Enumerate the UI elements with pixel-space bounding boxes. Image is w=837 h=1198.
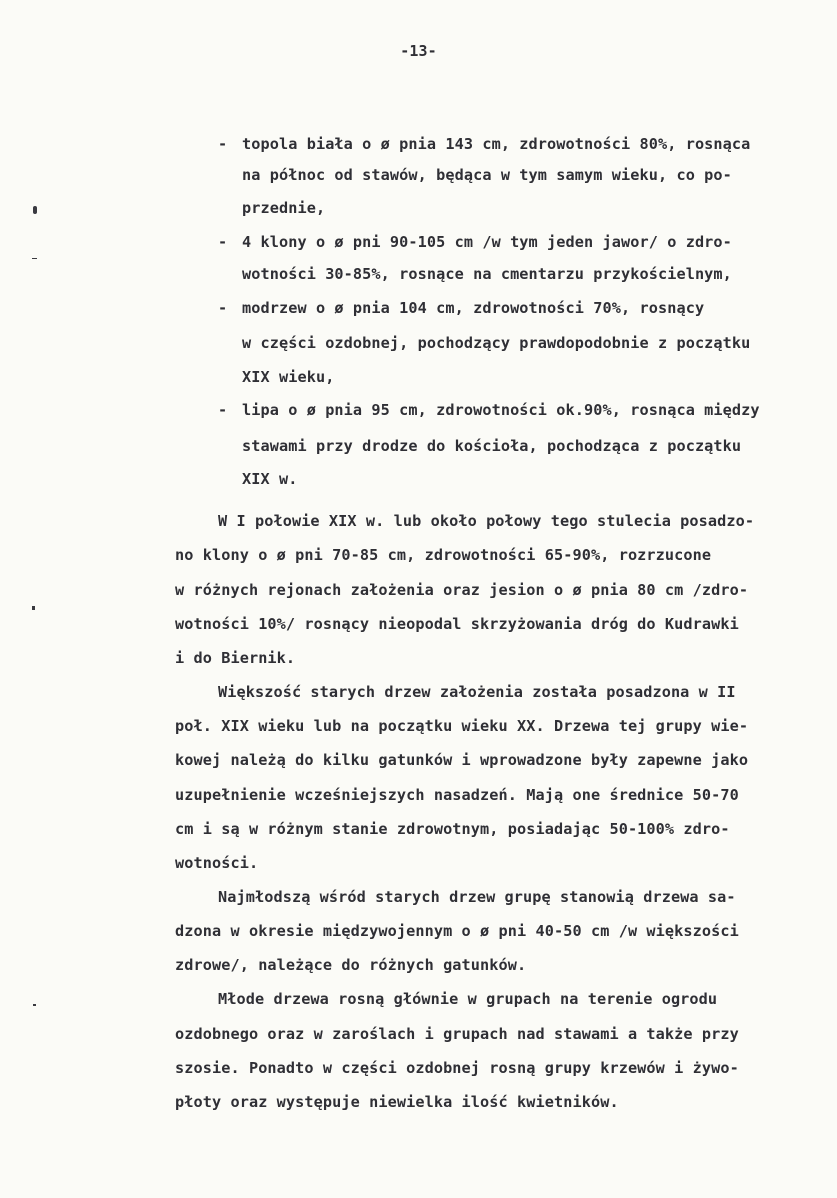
paragraph-line: szosie. Ponadto w części ozdobnej rosną grupy krzewów i żywo-	[175, 1059, 739, 1077]
paragraph-line: no klony o ø pni 70-85 cm, zdrowotności 65-90%, rozrzucone	[175, 546, 712, 564]
paragraph-line: wotności 10%/ rosnący nieopodal skrzyżowania dróg do Kudrawki	[175, 615, 739, 633]
paragraph-line: poł. XIX wieku lub na początku wieku XX. Drzewa tej grupy wie-	[175, 717, 749, 735]
margin-mark	[33, 206, 37, 214]
paragraph-line: dzona w okresie międzywojennym o ø pni 40-50 cm /w większości	[175, 922, 739, 940]
list-line: przednie,	[242, 199, 326, 217]
list-line: stawami przy drodze do kościoła, pochodząca z początku	[242, 437, 742, 455]
paragraph-line: Najmłodszą wśród starych drzew grupę stanowią drzewa sa-	[218, 888, 736, 906]
paragraph-line: Większość starych drzew założenia została posadzona w II	[218, 683, 736, 701]
list-line: topola biała o ø pnia 143 cm, zdrowotności 80%, rosnąca	[242, 135, 751, 153]
list-line: 4 klony o ø pni 90-105 cm /w tym jeden jawor/ o zdro-	[242, 233, 732, 251]
list-line: modrzew o ø pnia 104 cm, zdrowotności 70%, rosnący	[242, 299, 705, 317]
margin-mark	[33, 1004, 36, 1006]
paragraph-line: w różnych rejonach założenia oraz jesion o ø pnia 80 cm /zdro-	[175, 581, 749, 599]
list-line: XIX w.	[242, 470, 298, 488]
list-marker: -	[218, 233, 228, 251]
list-marker: -	[218, 299, 228, 317]
paragraph-line: kowej należą do kilku gatunków i wprowadzone były zapewne jako	[175, 751, 749, 769]
margin-mark	[32, 606, 35, 610]
paragraph-line: płoty oraz występuje niewielka ilość kwietników.	[175, 1093, 619, 1111]
paragraph-line: i do Biernik.	[175, 649, 296, 667]
list-line: na północ od stawów, będąca w tym samym wieku, co po-	[242, 166, 732, 184]
list-line: XIX wieku,	[242, 368, 335, 386]
paragraph-line: zdrowe/, należące do różnych gatunków.	[175, 956, 527, 974]
list-line: w części ozdobnej, pochodzący prawdopodobnie z początku	[242, 334, 751, 352]
paragraph-line: W I połowie XIX w. lub około połowy tego stulecia posadzo-	[218, 512, 755, 530]
page-number: -13-	[400, 42, 437, 60]
list-marker: -	[218, 135, 228, 153]
list-marker: -	[218, 401, 228, 419]
paragraph-line: ozdobnego oraz w zaroślach i grupach nad stawami a także przy	[175, 1025, 739, 1043]
list-line: lipa o ø pnia 95 cm, zdrowotności ok.90%, rosnąca między	[242, 401, 760, 419]
paragraph-line: wotności.	[175, 854, 259, 872]
list-line: wotności 30-85%, rosnące na cmentarzu przykościelnym,	[242, 265, 732, 283]
paragraph-line: uzupełnienie wcześniejszych nasadzeń. Mają one średnice 50-70	[175, 786, 739, 804]
paragraph-line: Młode drzewa rosną głównie w grupach na terenie ogrodu	[218, 990, 718, 1008]
paragraph-line: cm i są w różnym stanie zdrowotnym, posiadając 50-100% zdro-	[175, 820, 730, 838]
margin-mark	[32, 258, 37, 259]
